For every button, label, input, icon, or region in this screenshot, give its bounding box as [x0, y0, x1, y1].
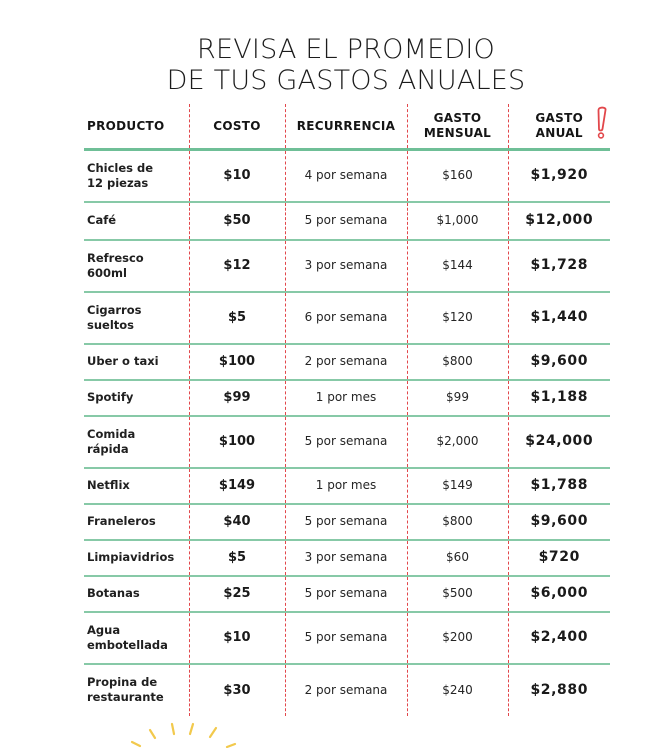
producto-line: Franeleros — [87, 514, 156, 528]
header-costo-line: COSTO — [213, 118, 261, 133]
cell-producto — [84, 540, 189, 576]
cell-costo: $40 — [189, 504, 285, 540]
cell-costo: $25 — [189, 576, 285, 612]
cell-producto — [84, 150, 189, 202]
table-row — [84, 416, 610, 468]
producto-line: Spotify — [87, 390, 134, 404]
cell-gasto-anual: $1,188 — [508, 380, 610, 416]
producto-line: 12 piezas — [87, 175, 149, 190]
cell-costo: $10 — [189, 612, 285, 664]
producto-line: Netflix — [87, 478, 130, 492]
cell-gasto-anual: $9,600 — [508, 504, 610, 540]
cell-recurrencia: 3 por semana — [285, 240, 407, 292]
cell-costo: $149 — [189, 468, 285, 504]
cell-recurrencia: 1 por mes — [285, 380, 407, 416]
header-recurrencia — [285, 104, 407, 150]
producto-line: Botanas — [87, 586, 140, 600]
cell-producto — [84, 664, 189, 716]
header-producto-line: PRODUCTO — [87, 118, 165, 133]
cell-gasto-mensual: $149 — [407, 468, 508, 504]
cell-costo: $100 — [189, 416, 285, 468]
cell-gasto-mensual: $500 — [407, 576, 508, 612]
cell-gasto-anual: $720 — [508, 540, 610, 576]
cell-producto — [84, 344, 189, 380]
header-gasto-mensual-line: GASTO — [433, 111, 482, 125]
header-gasto-mensual-line: MENSUAL — [423, 126, 492, 140]
table-body — [84, 150, 610, 716]
cell-costo: $100 — [189, 344, 285, 380]
cell-recurrencia: 6 por semana — [285, 292, 407, 344]
cell-costo: $5 — [189, 292, 285, 344]
cell-gasto-mensual: $160 — [407, 150, 508, 202]
header-gasto-anual-line: ANUAL — [535, 126, 583, 140]
cell-costo: $5 — [189, 540, 285, 576]
table-row — [84, 504, 610, 540]
cell-costo: $30 — [189, 664, 285, 716]
cell-producto — [84, 504, 189, 540]
cell-gasto-anual: $1,440 — [508, 292, 610, 344]
header-row — [84, 104, 610, 150]
expenses-table — [84, 104, 610, 716]
cell-gasto-mensual: $800 — [407, 504, 508, 540]
header-gasto-mensual — [407, 104, 508, 150]
cell-gasto-anual: $6,000 — [508, 576, 610, 612]
cell-gasto-anual: $9,600 — [508, 344, 610, 380]
table-row — [84, 612, 610, 664]
cell-gasto-anual: $24,000 — [508, 416, 610, 468]
table-row — [84, 150, 610, 202]
cell-producto — [84, 202, 189, 240]
cell-recurrencia: 5 por semana — [285, 416, 407, 468]
table-row — [84, 240, 610, 292]
cell-gasto-mensual: $240 — [407, 664, 508, 716]
producto-line: embotellada — [87, 637, 168, 652]
producto-line: Chicles de — [87, 160, 154, 175]
cell-producto — [84, 416, 189, 468]
cell-gasto-anual: $2,400 — [508, 612, 610, 664]
cell-costo: $12 — [189, 240, 285, 292]
producto-line: sueltos — [87, 317, 135, 332]
cell-gasto-anual: $2,880 — [508, 664, 610, 716]
page-title — [0, 34, 668, 96]
producto-line: Propina de — [87, 675, 158, 689]
cell-gasto-mensual: $120 — [407, 292, 508, 344]
producto-line: Limpiavidrios — [87, 550, 175, 564]
table-row — [84, 344, 610, 380]
table-row — [84, 292, 610, 344]
title-line-2: DE TUS GASTOS ANUALES — [166, 65, 526, 96]
cell-costo: $99 — [189, 380, 285, 416]
header-gasto-anual-line: GASTO — [535, 111, 584, 125]
cell-producto — [84, 240, 189, 292]
header-recurrencia-line: RECURRENCIA — [296, 118, 396, 133]
table-header — [84, 104, 610, 150]
cell-recurrencia: 5 por semana — [285, 504, 407, 540]
cell-recurrencia: 5 por semana — [285, 576, 407, 612]
producto-line: Cigarros — [87, 302, 142, 317]
cell-gasto-mensual: $2,000 — [407, 416, 508, 468]
cell-recurrencia: 1 por mes — [285, 468, 407, 504]
producto-line: Refresco — [87, 250, 144, 265]
cell-gasto-anual: $1,788 — [508, 468, 610, 504]
cell-gasto-mensual: $99 — [407, 380, 508, 416]
table-row — [84, 202, 610, 240]
cell-producto — [84, 468, 189, 504]
cell-producto — [84, 576, 189, 612]
table-row — [84, 664, 610, 716]
producto-line: Agua — [87, 622, 121, 637]
producto-line: Uber o taxi — [87, 354, 159, 368]
producto-line: Comida — [87, 426, 136, 441]
cell-costo: $50 — [189, 202, 285, 240]
title-line-1: REVISA EL PROMEDIO — [197, 34, 495, 65]
cell-gasto-anual: $1,920 — [508, 150, 610, 202]
header-costo — [189, 104, 285, 150]
cell-costo: $10 — [189, 150, 285, 202]
header-producto — [84, 104, 189, 150]
producto-line: 600ml — [87, 265, 127, 280]
cell-producto — [84, 612, 189, 664]
cell-gasto-mensual: $800 — [407, 344, 508, 380]
cell-recurrencia: 2 por semana — [285, 344, 407, 380]
table-row — [84, 576, 610, 612]
sparkle-rays-icon — [120, 718, 250, 748]
cell-producto — [84, 380, 189, 416]
cell-recurrencia: 5 por semana — [285, 202, 407, 240]
producto-line: rápida — [87, 441, 129, 456]
producto-line: Café — [87, 213, 117, 227]
cell-gasto-mensual: $60 — [407, 540, 508, 576]
table-row — [84, 380, 610, 416]
cell-producto — [84, 292, 189, 344]
cell-gasto-mensual: $144 — [407, 240, 508, 292]
cell-gasto-mensual: $1,000 — [407, 202, 508, 240]
cell-recurrencia: 2 por semana — [285, 664, 407, 716]
cell-gasto-anual: $1,728 — [508, 240, 610, 292]
cell-gasto-mensual: $200 — [407, 612, 508, 664]
cell-recurrencia: 5 por semana — [285, 612, 407, 664]
cell-gasto-anual: $12,000 — [508, 202, 610, 240]
exclamation-icon — [594, 106, 610, 140]
table-row — [84, 468, 610, 504]
producto-line: restaurante — [87, 690, 164, 704]
table-row — [84, 540, 610, 576]
cell-recurrencia: 4 por semana — [285, 150, 407, 202]
cell-recurrencia: 3 por semana — [285, 540, 407, 576]
